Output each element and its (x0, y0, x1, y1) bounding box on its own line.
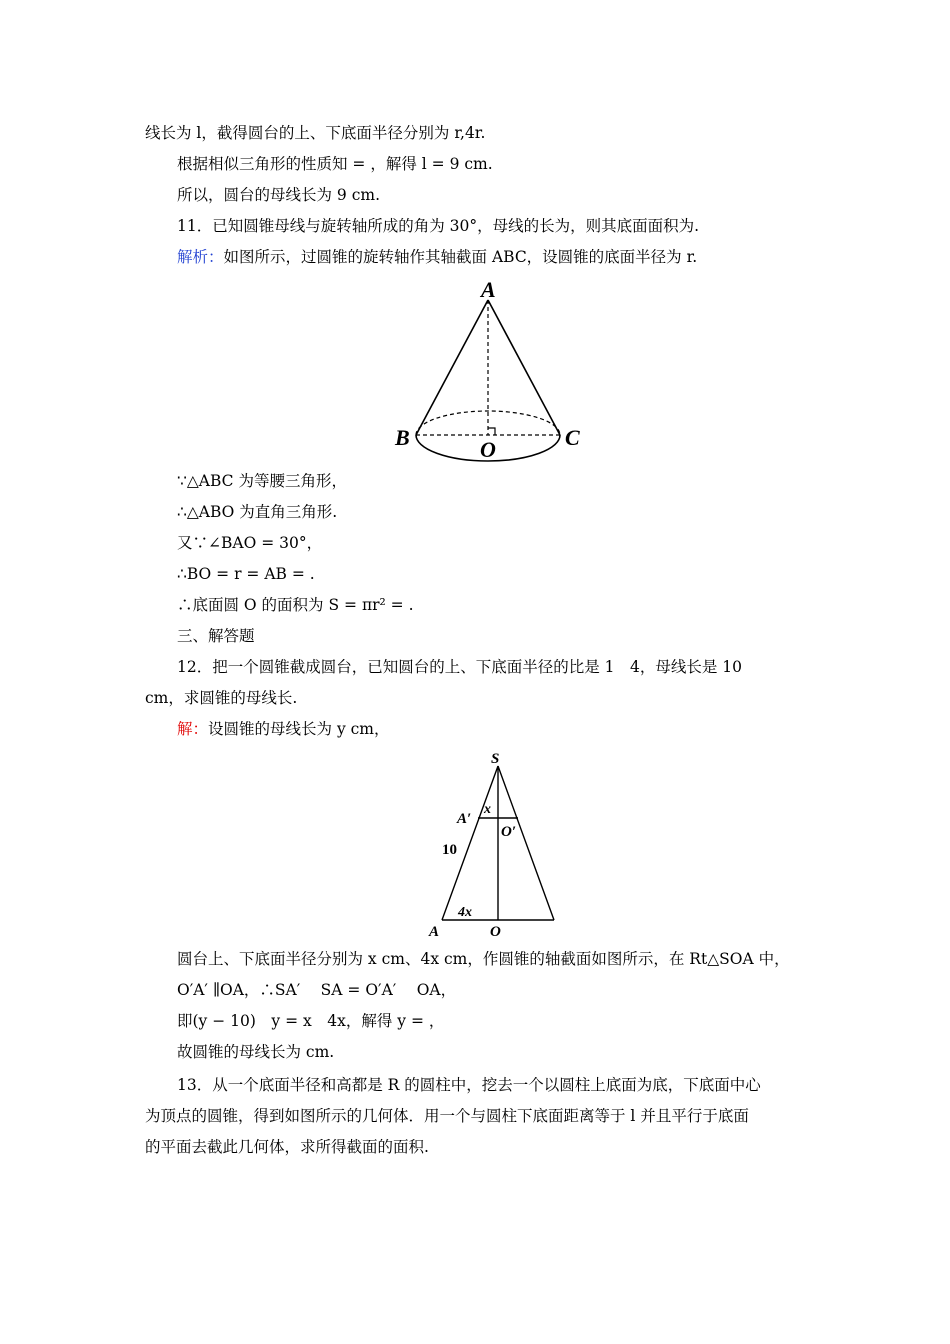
label-a: A (429, 924, 440, 940)
question-13-cont: 为顶点的圆锥，得到如图所示的几何体．用一个与圆柱下底面距离等于 l 并且平行于底面 (145, 1107, 749, 1125)
question-12: 12．把一个圆锥截成圆台，已知圆台的上、下底面半径的比是 1 4，母线长是 10 (177, 658, 743, 676)
text-line: 又∵∠BAO = 30°， (177, 534, 323, 552)
text-line: 线长为 l，截得圆台的上、下底面半径分别为 r,4r. (145, 124, 486, 142)
text-line: 故圆锥的母线长为 cm. (177, 1043, 335, 1061)
label-a-prime: A′ (457, 811, 472, 827)
frustum-section-figure (420, 748, 570, 943)
solution-label: 解： (177, 720, 209, 738)
center-label-o: O (480, 437, 496, 462)
text-line: ∵△ABC 为等腰三角形， (177, 472, 347, 490)
text-line: 根据相似三角形的性质知 = ，解得 l = 9 cm. (177, 155, 493, 173)
vertex-label-a: A (481, 277, 496, 302)
text-line: 圆台上、下底面半径分别为 x cm、4x cm，作圆锥的轴截面如图所示，在 Rt△SOA 中， (177, 950, 790, 968)
label-4x: 4x (458, 905, 472, 920)
text-line: 所以，圆台的母线长为 9 cm. (177, 186, 381, 204)
text-line: ∴△ABO 为直角三角形. (177, 503, 338, 521)
label-10: 10 (442, 842, 457, 858)
text-line: O′A′ ∥OA，∴SA′ SA = O′A′ OA， (177, 981, 457, 999)
label-o-prime: O′ (501, 824, 517, 840)
question-12-cont: cm，求圆锥的母线长. (145, 689, 298, 707)
question-13: 13．从一个底面半径和高都是 R 的圆柱中，挖去一个以圆柱上底面为底，下底面中心 (177, 1076, 761, 1094)
answer-11 (177, 246, 697, 268)
solution-text: 设圆锥的母线长为 y cm， (208, 720, 390, 738)
label-s: S (491, 751, 500, 767)
text-line: 即(y − 10) y = x 4x，解得 y = ， (177, 1012, 445, 1030)
question-11: 11．已知圆锥母线与旋转轴所成的角为 30°，母线的长为，则其底面面积为. (177, 217, 700, 235)
analysis-text: 如图所示，过圆锥的旋转轴作其轴截面 ABC，设圆锥的底面半径为 r. (223, 248, 698, 266)
label-o: O (490, 924, 501, 940)
label-x: x (484, 802, 491, 817)
vertex-label-b: B (395, 425, 410, 450)
analysis-label: 解析： (177, 248, 224, 266)
cone-figure (385, 275, 600, 465)
section-heading: 三、解答题 (177, 627, 255, 645)
answer-12 (177, 718, 390, 740)
question-13-cont: 的平面去截此几何体，求所得截面的面积. (145, 1138, 429, 1156)
vertex-label-c: C (565, 425, 580, 450)
text-line: ∴BO = r = AB = . (177, 565, 315, 583)
text-line: ∴底面圆 O 的面积为 S = πr² = . (177, 596, 414, 614)
